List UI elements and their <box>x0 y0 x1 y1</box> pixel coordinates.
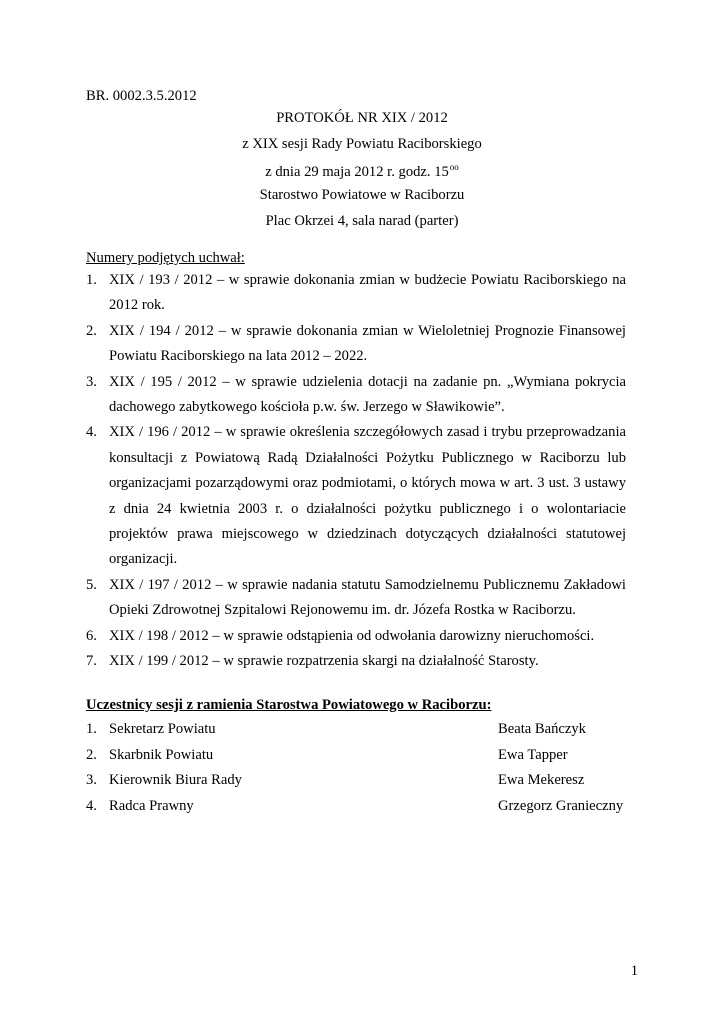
participant-name: Ewa Mekeresz <box>498 772 585 788</box>
resolution-number: 3. <box>86 373 97 390</box>
session-place: Starostwo Powiatowe w Raciborzu <box>259 187 465 203</box>
session-time-superscript: oo <box>449 162 459 172</box>
resolution-text: XIX / 193 / 2012 – w sprawie dokonania zmian w budżecie Powiatu Raciborskiego na 2012 rok. <box>109 272 626 314</box>
participant-number: 4. <box>86 798 97 814</box>
resolutions-list <box>86 268 626 675</box>
page-number: 1 <box>630 963 638 979</box>
participant-name: Grzegorz Granieczny <box>498 798 624 814</box>
resolution-text: XIX / 196 / 2012 – w sprawie określenia szczegółowych zasad i trybu przeprowadzania konsultacji z Powiatową Radą Działalności Pożytku Publicznego w Raciborzu lub organizacjami pozarządowymi oraz podmiotami, o których mowa w art. 3 ust. 3 ustawy z dnia 24 kwietnia 2003 r. o działalności pożytku publicznego i o wolontariacie projektów prawa miejscowego w dziedzinach dotyczących działalności statutowej organizacji. <box>109 424 626 568</box>
session-address: Plac Okrzei 4, sala narad (parter) <box>265 213 459 229</box>
resolution-number: 6. <box>86 627 97 644</box>
resolution-item <box>86 420 626 572</box>
resolution-number: 4. <box>86 424 97 441</box>
participants-heading: Uczestnicy sesji z ramienia Starostwa Powiatowego w Raciborzu: <box>86 697 492 713</box>
participant-role: Radca Prawny <box>109 798 194 814</box>
resolution-item <box>86 268 626 319</box>
document-reference: BR. 0002.3.5.2012 <box>86 88 197 104</box>
resolution-number: 1. <box>86 272 97 288</box>
resolution-text: XIX / 195 / 2012 – w sprawie udzielenia dotacji na zadanie pn. „Wymiana pokrycia dachowego zabytkowego kościoła p.w. św. Jerzego w Sławikowie”. <box>109 373 626 416</box>
resolution-item <box>86 319 626 370</box>
resolution-number: 5. <box>86 576 97 593</box>
resolution-text: XIX / 198 / 2012 – w sprawie odstąpienia od odwołania darowizny nieruchomości. <box>109 627 595 644</box>
participant-role: Kierownik Biura Rady <box>109 772 242 788</box>
protocol-title: PROTOKÓŁ NR XIX / 2012 <box>276 110 448 126</box>
participant-row <box>86 721 626 738</box>
resolution-number: 7. <box>86 653 97 670</box>
resolution-number: 2. <box>86 322 97 339</box>
participant-row <box>86 747 626 764</box>
session-subtitle: z XIX sesji Rady Powiatu Raciborskiego <box>242 136 482 152</box>
resolution-item <box>86 649 626 674</box>
participant-name: Ewa Tapper <box>498 747 568 763</box>
participant-number: 1. <box>86 721 97 737</box>
participant-role: Sekretarz Powiatu <box>109 721 216 737</box>
resolution-item <box>86 624 626 649</box>
resolution-text: XIX / 197 / 2012 – w sprawie nadania statutu Samodzielnemu Publicznemu Zakładowi Opieki Zdrowotnej Szpitalowi Rejonowemu im. dr. Józefa Rostka w Raciborzu. <box>109 576 626 619</box>
participant-name: Beata Bańczyk <box>498 721 586 737</box>
session-date-text: z dnia 29 maja 2012 r. godz. 15 <box>265 164 449 180</box>
resolution-text: XIX / 194 / 2012 – w sprawie dokonania zmian w Wieloletniej Prognozie Finansowej Powiatu Raciborskiego na lata 2012 – 2022. <box>109 322 626 365</box>
participant-role: Skarbnik Powiatu <box>109 747 214 763</box>
participant-row <box>86 772 626 789</box>
session-date <box>0 162 724 181</box>
resolution-item <box>86 370 626 421</box>
participant-number: 3. <box>86 772 97 788</box>
participant-number: 2. <box>86 747 97 763</box>
resolution-item <box>86 573 626 624</box>
participant-row <box>86 798 626 815</box>
resolutions-heading: Numery podjętych uchwał: <box>86 250 245 266</box>
resolution-text: XIX / 199 / 2012 – w sprawie rozpatrzenia skargi na działalność Starosty. <box>109 653 539 670</box>
